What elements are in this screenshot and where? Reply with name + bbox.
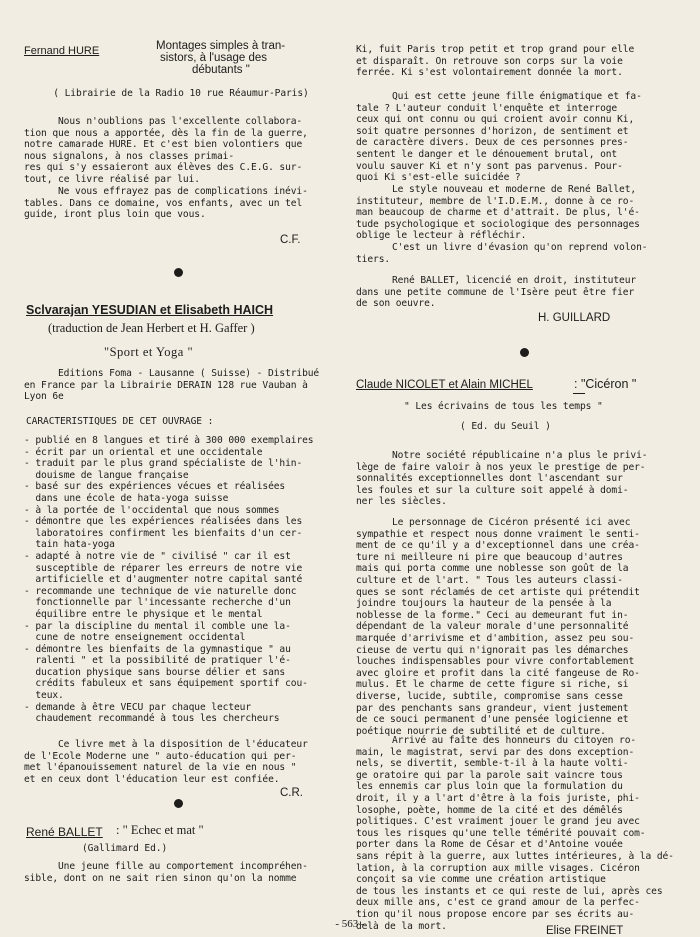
list-item: - démontre les bienfaits de la gymnastique " au [24, 643, 291, 655]
list-item: artificielle et d'augmenter notre capital santé [24, 574, 303, 586]
author-name: Fernand HURE [24, 45, 100, 57]
author-names: Claude NICOLET et Alain MICHEL [356, 379, 533, 391]
paragraph: Notre société républicaine n'a plus le privi- lège de faire valoir à nos yeux le prestige de per- sonnalités exceptionnelles dont l'ascendant sur les foules et sur la culture soit appelé à domi- ner les siècles. [356, 450, 648, 508]
paragraph: Ce livre met à la disposition de l'éducateur de l'Ecole Moderne une " auto-éducation qui per- met l'épanouissement naturel de la vie en nous " et en ceux dont l'éducation leur est confiée. [24, 739, 308, 785]
list-item: douisme de langue française [24, 469, 189, 481]
book-title: : "Cicéron " [574, 377, 637, 391]
signature: C.R. [280, 787, 303, 799]
paragraph: Le personnage de Cicéron présenté ici avec sympathie et respect nous donne vraiment le senti- ment de ce qu'il y a d'exceptionnel dans une créa- ture ni meilleure ni pire que beaucoup d'autres mais qui porta comme une noblesse son goût de la culture et de l'art. " Tous les auteurs classi- ques se sont réclamés de cet artiste qui prétendit joindre toujours la hauteur de la pensée à la noblesse de la forme." Ceci au demeurant fut in- dépendant de la valeur morale d'une personnalité marquée d'arrivisme et d'ambition, assez peu sou- cieuse de vertu qui n'ignorait pas les démarches louches indispensables pour vivre confortablement avec gloire et profit dans la cité fangeuse de Ro- mulus. Et le charme de cette figure si riche, si diverse, lucide, subtile, compromise sans cesse par des penchants sans grandeur, vient justement de ce souci permanent d'une pensée logicienne et poétique nourrie de subtilité et de culture. [356, 517, 640, 737]
list-item: susceptible de réparer les erreurs de notre vie [24, 562, 303, 574]
author-name: René BALLET [26, 825, 103, 839]
list-item: fonctionnelle par l'incessante recherche d'un [24, 597, 291, 609]
list-item: - recommande une technique de vie naturelle donc [24, 585, 297, 597]
paragraph: Ki, fuit Paris trop petit et trop grand pour elle et disparaît. On retrouve son corps sur la voie ferrée. Ki s'est volontairement donnée la mort. [356, 44, 635, 79]
paragraph: René BALLET, licencié en droit, instituteur dans une petite commune de l'Isère peut être fier de son oeuvre. [356, 275, 637, 310]
list-item: - adapté à notre vie de " civilisé " car il est [24, 550, 291, 562]
signature: Elise FREINET [546, 925, 624, 937]
publisher: Editions Foma - Lausanne ( Suisse) - Distribué en France par la Librairie DERAIN 128 rue Vauban à Lyon 6e [24, 368, 320, 403]
paragraph: Qui est cette jeune fille énigmatique et fa- tale ? L'auteur conduit l'enquête et interroge ceux qui ont connu ou qui croient avoir connu Ki, soit quatre personnes d'horizon, de sentiment et de caractère divers. Deux de ces personnes pres- sentent le danger et le dénouement brutal, ont voulu sauver Ki et n'y sont pas parvenus. Pour- quoi Ki s'est-elle suicidée ? [356, 91, 642, 184]
list-item: crédits fabuleux et sans équipement sportif cou- [24, 678, 308, 690]
publisher: ( Ed. du Seuil ) [460, 421, 551, 432]
series-title: " Les écrivains de tous les temps " [404, 401, 603, 412]
section-heading: CARACTERISTIQUES DE CET OUVRAGE : [26, 416, 214, 427]
translation: (traduction de Jean Herbert et H. Gaffer ) [48, 321, 255, 335]
paragraph: Nous n'oublions pas l'excellente collabora- tion que nous a apportée, dès la fin de la guerre, notre camarade HURE. Et c'est bien volontiers que nous signalons, à nos classes primai- res qui s'y essaieront aux élèves des C.E.G. sur- tout, ce livre réalisé par lui. [24, 116, 308, 185]
title-underline [573, 393, 585, 394]
book-title: : " Echec et mat " [116, 823, 204, 837]
paragraph: C'est un livre d'évasion qu'on reprend volon- tiers. [356, 242, 648, 265]
separator-dot [520, 348, 529, 357]
paragraph: Ne vous effrayez pas de complications inévi- tables. Dans ce domaine, vos enfants, avec un tel guide, iront plus loin que vous. [24, 186, 308, 221]
list-item: cune de notre enseignement occidental [24, 632, 246, 644]
list-item: tain hata-yoga [24, 539, 115, 551]
separator-dot [174, 268, 183, 277]
list-item: - écrit par un oriental et une occidentale [24, 446, 263, 458]
list-item: - traduit par le plus grand spécialiste de l'hin- [24, 458, 303, 470]
author-names: Sclvarajan YESUDIAN et Elisabeth HAICH [26, 303, 274, 317]
publisher: ( Librairie de la Radio 10 rue Réaumur-Paris) [53, 88, 309, 99]
list-item: - publié en 8 langues et tiré à 300 000 exemplaires [24, 435, 314, 446]
list-item: dans une école de hata-yoga suisse [24, 492, 229, 504]
publisher: (Gallimard Ed.) [82, 843, 168, 854]
book-title: Montages simples à tran- sistors, à l'usage des débutants " [156, 40, 286, 76]
list-item: ralenti " et la possibilité de pratiquer l'é- [24, 655, 291, 667]
list-item: chaudement recommandé à tous les chercheurs [24, 713, 280, 725]
list-item: - demande à être VECU par chaque lecteur [24, 701, 252, 713]
paragraph: Le style nouveau et moderne de René Ballet, instituteur, membre de l'I.D.E.M., donne à ce ro- man beaucoup de charme et d'attrait. De plus, l'é- tude psychologique et sociologique des personnages oblige le lecteur à réfléchir. [356, 184, 640, 242]
list-item: - par la discipline du mental il comble une la- [24, 620, 291, 632]
signature: C.F. [280, 234, 301, 246]
list-item: - basé sur des expériences vécues et réalisées [24, 481, 286, 493]
list-item: laboratoires confirment les bienfaits d'un cer- [24, 527, 303, 539]
list-item: teux. [24, 690, 64, 702]
signature: H. GUILLARD [538, 312, 611, 324]
separator-dot [174, 799, 183, 808]
paragraph: Une jeune fille au comportement incompréhen- sible, dont on ne sait rien sinon qu'on la nomme [24, 861, 308, 884]
paragraph: Arrivé au faîte des honneurs du citoyen ro- main, le magistrat, servi par des dons exception- nels, se divertit, semble-t-il à la haute volti- ge oratoire qui par la parole sait vaincre tous les ennemis car plus loin que la formulation du droit, il y a l'art d'être à la fois juriste, phi- losophe, poète, homme de la cité et des démêlés politiques. C'est vraiment jouer le grand jeu avec tous les risques qu'une telle témérité pouvait com- porter dans la Rome de César et d'Antoine vouée sans répit à la guerre, aux luttes intérieures, à la dé- lation, à la corruption aux mille visages. Cicéron conçoit sa vie comme une création artistique de tous les instants et ce qui reste de lui, après ces deux mille ans, c'est ce grand amour de la perfec- tion qu'il nous propose encore par ses écrits au- delà de la mort. [356, 735, 674, 932]
page-number: - 563 - [335, 918, 365, 930]
list-item: ducation physique sans bourse délier et sans [24, 666, 286, 678]
feature-list [24, 435, 313, 725]
book-title: "Sport et Yoga " [104, 345, 194, 359]
list-item: - à la portée de l'occidental que nous sommes [24, 504, 280, 516]
list-item: équilibre entre le physique et le mental [24, 608, 263, 620]
list-item: - démontre que les expériences réalisées dans les [24, 516, 303, 528]
